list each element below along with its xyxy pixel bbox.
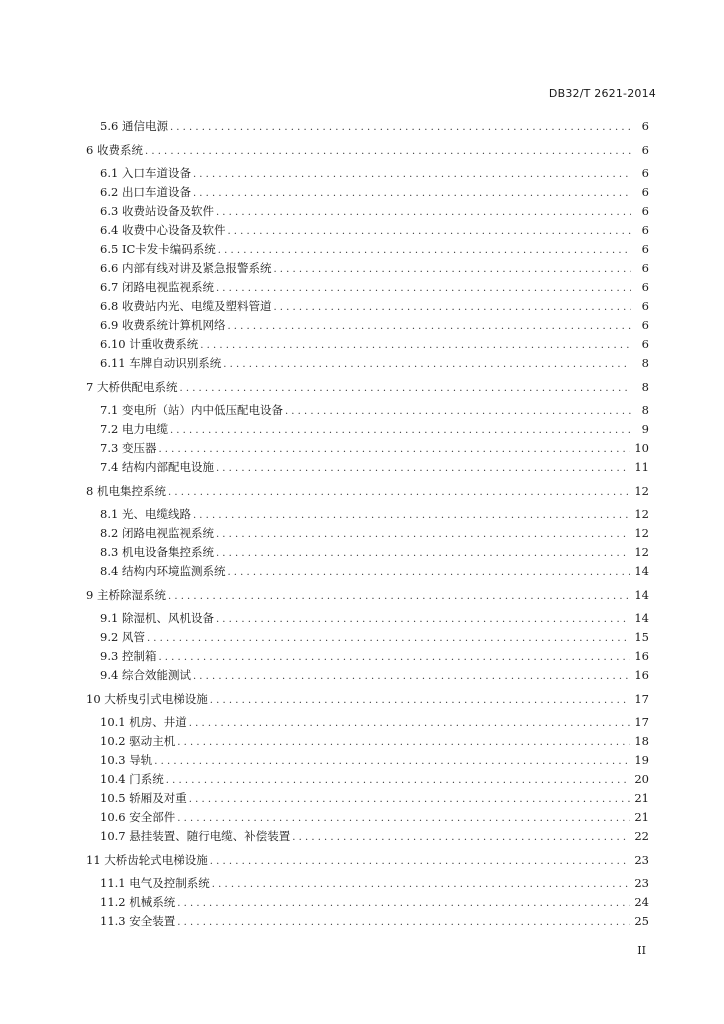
toc-section-entry[interactable] bbox=[100, 809, 649, 825]
dot-leader bbox=[216, 205, 631, 221]
toc-entry-title: 10.2 驱动主机 bbox=[100, 734, 176, 748]
toc-entry-title: 9.4 综合效能测试 bbox=[100, 668, 191, 682]
toc-entry-title: 7.4 结构内部配电设施 bbox=[100, 460, 214, 474]
toc-entry-page: 14 bbox=[634, 588, 649, 602]
toc-section-entry[interactable] bbox=[100, 298, 649, 314]
toc-section-entry[interactable] bbox=[100, 355, 649, 371]
toc-entry-page: 6 bbox=[641, 280, 649, 294]
toc-section-entry[interactable] bbox=[100, 440, 649, 456]
toc-section-entry[interactable] bbox=[100, 771, 649, 787]
toc-entry-title: 10.4 门系统 bbox=[100, 772, 164, 786]
toc-entry-title: 7 大桥供配电系统 bbox=[86, 380, 178, 394]
toc-entry-title: 10 大桥曳引式电梯设施 bbox=[86, 692, 208, 706]
toc-section-entry[interactable] bbox=[100, 279, 649, 295]
toc-entry-title: 7.3 变压器 bbox=[100, 441, 157, 455]
dot-leader bbox=[227, 319, 631, 335]
toc-entry-title: 10.7 悬挂装置、随行电缆、补偿装置 bbox=[100, 829, 291, 843]
toc-section-entry[interactable] bbox=[100, 260, 649, 276]
toc-chapter-entry[interactable] bbox=[86, 142, 649, 158]
toc-entry-page: 6 bbox=[641, 242, 649, 256]
dot-leader bbox=[170, 120, 631, 136]
toc-section-entry[interactable] bbox=[100, 203, 649, 219]
dot-leader bbox=[154, 754, 630, 770]
toc-section-entry[interactable] bbox=[100, 667, 649, 683]
toc-entry-title: 6.4 收费中心设备及软件 bbox=[100, 223, 226, 237]
dot-leader bbox=[216, 546, 630, 562]
toc-section-entry[interactable] bbox=[100, 336, 649, 352]
toc-entry-title: 8.2 闭路电视监视系统 bbox=[100, 526, 214, 540]
toc-entry-page: 6 bbox=[641, 337, 649, 351]
toc-entry-page: 10 bbox=[634, 441, 649, 455]
dot-leader bbox=[158, 650, 630, 666]
toc-entry-page: 6 bbox=[641, 166, 649, 180]
toc-entry-title: 6.5 IC卡发卡编码系统 bbox=[100, 242, 216, 256]
toc-entry-title: 6.8 收费站内光、电缆及塑料管道 bbox=[100, 299, 272, 313]
dot-leader bbox=[193, 186, 631, 202]
toc-section-entry[interactable] bbox=[100, 459, 649, 475]
toc-entry-title: 7.2 电力电缆 bbox=[100, 422, 168, 436]
toc-entry-page: 6 bbox=[641, 143, 649, 157]
toc-entry-title: 6.11 车牌自动识别系统 bbox=[100, 356, 222, 370]
toc-entry-title: 8.4 结构内环境监测系统 bbox=[100, 564, 226, 578]
dot-leader bbox=[212, 877, 631, 893]
toc-chapter-entry[interactable] bbox=[86, 587, 649, 603]
toc-entry-page: 6 bbox=[641, 204, 649, 218]
toc-entry-page: 12 bbox=[634, 545, 649, 559]
toc-entry-page: 16 bbox=[634, 668, 649, 682]
toc-entry-title: 9.2 风管 bbox=[100, 630, 145, 644]
toc-section-entry[interactable] bbox=[100, 828, 649, 844]
toc-entry-page: 19 bbox=[634, 753, 649, 767]
toc-entry-title: 6.9 收费系统计算机网络 bbox=[100, 318, 226, 332]
toc-entry-title: 11.3 安全装置 bbox=[100, 914, 176, 928]
dot-leader bbox=[292, 830, 630, 846]
toc-entry-title: 10.1 机房、井道 bbox=[100, 715, 187, 729]
toc-entry-page: 23 bbox=[634, 853, 649, 867]
toc-entry-title: 9 主桥除湿系统 bbox=[86, 588, 166, 602]
dot-leader bbox=[200, 338, 631, 354]
toc-section-entry[interactable] bbox=[100, 421, 649, 437]
toc-section-entry[interactable] bbox=[100, 241, 649, 257]
toc-section-entry[interactable] bbox=[100, 317, 649, 333]
toc-entry-page: 17 bbox=[634, 715, 649, 729]
toc-entry-title: 6.2 出口车道设备 bbox=[100, 185, 191, 199]
dot-leader bbox=[147, 631, 630, 647]
dot-leader bbox=[193, 669, 630, 685]
dot-leader bbox=[216, 612, 630, 628]
toc-entry-title: 11.2 机械系统 bbox=[100, 895, 176, 909]
toc-entry-title: 6 收费系统 bbox=[86, 143, 143, 157]
toc-section-entry[interactable] bbox=[100, 544, 649, 560]
toc-entry-page: 6 bbox=[641, 119, 649, 133]
toc-entry-title: 9.1 除湿机、风机设备 bbox=[100, 611, 214, 625]
toc-section-entry[interactable] bbox=[100, 894, 649, 910]
toc-chapter-entry[interactable] bbox=[86, 691, 649, 707]
toc-section-entry[interactable] bbox=[100, 790, 649, 806]
toc-section-entry[interactable] bbox=[100, 913, 649, 929]
toc-entry-page: 16 bbox=[634, 649, 649, 663]
toc-entry-title: 10.6 安全部件 bbox=[100, 810, 176, 824]
toc-entry-page: 9 bbox=[641, 422, 649, 436]
toc-section-entry[interactable] bbox=[100, 875, 649, 891]
toc-section-entry[interactable] bbox=[100, 525, 649, 541]
toc-entry-page: 20 bbox=[634, 772, 649, 786]
toc-entry-page: 12 bbox=[634, 484, 649, 498]
toc-entry-page: 22 bbox=[634, 829, 649, 843]
toc-entry-page: 8 bbox=[641, 403, 649, 417]
dot-leader bbox=[273, 262, 631, 278]
toc-entry-page: 24 bbox=[634, 895, 649, 909]
toc-entry-title: 6.3 收费站设备及软件 bbox=[100, 204, 214, 218]
toc-chapter-entry[interactable] bbox=[86, 852, 649, 868]
toc-entry-page: 14 bbox=[634, 564, 649, 578]
dot-leader bbox=[193, 167, 631, 183]
dot-leader bbox=[179, 381, 631, 397]
toc-section-entry[interactable] bbox=[100, 184, 649, 200]
dot-leader bbox=[285, 404, 631, 420]
toc-entry-page: 8 bbox=[641, 380, 649, 394]
dot-leader bbox=[218, 243, 631, 259]
dot-leader bbox=[227, 224, 631, 240]
toc-entry-page: 25 bbox=[634, 914, 649, 928]
toc-entry-page: 11 bbox=[634, 460, 649, 474]
dot-leader bbox=[168, 589, 630, 605]
toc-section-entry[interactable] bbox=[100, 752, 649, 768]
toc-entry-title: 8.1 光、电缆线路 bbox=[100, 507, 191, 521]
dot-leader bbox=[189, 716, 631, 732]
toc-section-entry[interactable] bbox=[100, 563, 649, 579]
toc-entry-page: 6 bbox=[641, 223, 649, 237]
dot-leader bbox=[177, 896, 630, 912]
toc-entry-page: 6 bbox=[641, 185, 649, 199]
toc-entry-title: 6.6 内部有线对讲及紧急报警系统 bbox=[100, 261, 272, 275]
dot-leader bbox=[189, 792, 631, 808]
dot-leader bbox=[210, 693, 631, 709]
toc-entry-title: 8 机电集控系统 bbox=[86, 484, 166, 498]
toc-section-entry[interactable] bbox=[100, 714, 649, 730]
toc-entry-page: 23 bbox=[634, 876, 649, 890]
toc-section-entry[interactable] bbox=[100, 402, 649, 418]
dot-leader bbox=[170, 423, 631, 439]
toc-entry-page: 15 bbox=[634, 630, 649, 644]
dot-leader bbox=[193, 508, 630, 524]
toc-entry-page: 14 bbox=[634, 611, 649, 625]
dot-leader bbox=[177, 735, 630, 751]
dot-leader bbox=[166, 773, 631, 789]
toc-section-entry[interactable] bbox=[100, 610, 649, 626]
toc-entry-title: 6.1 入口车道设备 bbox=[100, 166, 191, 180]
dot-leader bbox=[177, 811, 630, 827]
toc-section-entry[interactable] bbox=[100, 733, 649, 749]
toc-chapter-entry[interactable] bbox=[86, 379, 649, 395]
toc-entry-page: 18 bbox=[634, 734, 649, 748]
dot-leader bbox=[145, 144, 631, 160]
dot-leader bbox=[210, 854, 631, 870]
toc-chapter-entry[interactable] bbox=[86, 483, 649, 499]
toc-entry-title: 6.10 计重收费系统 bbox=[100, 337, 199, 351]
toc-entry-page: 12 bbox=[634, 526, 649, 540]
toc-entry-title: 9.3 控制箱 bbox=[100, 649, 157, 663]
toc-section-entry[interactable] bbox=[100, 222, 649, 238]
dot-leader bbox=[158, 442, 630, 458]
toc-section-entry[interactable] bbox=[100, 648, 649, 664]
dot-leader bbox=[216, 281, 631, 297]
dot-leader bbox=[216, 527, 630, 543]
toc-entry-page: 6 bbox=[641, 318, 649, 332]
toc-entry-page: 21 bbox=[634, 810, 649, 824]
toc-section-entry[interactable] bbox=[100, 629, 649, 645]
dot-leader bbox=[168, 485, 630, 501]
toc-entry-title: 10.3 导轨 bbox=[100, 753, 153, 767]
toc-entry-title: 6.7 闭路电视监视系统 bbox=[100, 280, 214, 294]
toc-entry-title: 7.1 变电所（站）内中低压配电设备 bbox=[100, 403, 283, 417]
toc-entry-title: 11 大桥齿轮式电梯设施 bbox=[86, 853, 208, 867]
dot-leader bbox=[223, 357, 631, 373]
dot-leader bbox=[273, 300, 631, 316]
page-number: II bbox=[637, 944, 646, 957]
toc-entry-page: 17 bbox=[634, 692, 649, 706]
toc-entry-title: 8.3 机电设备集控系统 bbox=[100, 545, 214, 559]
toc-entry-title: 5.6 通信电源 bbox=[100, 119, 168, 133]
toc-entry-title: 10.5 轿厢及对重 bbox=[100, 791, 187, 805]
toc-entry-page: 6 bbox=[641, 261, 649, 275]
document-code: DB32/T 2621-2014 bbox=[548, 87, 656, 100]
toc-entry-page: 21 bbox=[634, 791, 649, 805]
toc-entry-page: 6 bbox=[641, 299, 649, 313]
toc-entry-page: 8 bbox=[641, 356, 649, 370]
toc-section-entry[interactable] bbox=[100, 506, 649, 522]
toc-entry-title: 11.1 电气及控制系统 bbox=[100, 876, 210, 890]
dot-leader bbox=[177, 915, 630, 931]
dot-leader bbox=[227, 565, 630, 581]
toc-section-entry[interactable] bbox=[100, 165, 649, 181]
toc-section-entry[interactable] bbox=[100, 118, 649, 134]
dot-leader bbox=[216, 461, 630, 477]
toc-entry-page: 12 bbox=[634, 507, 649, 521]
